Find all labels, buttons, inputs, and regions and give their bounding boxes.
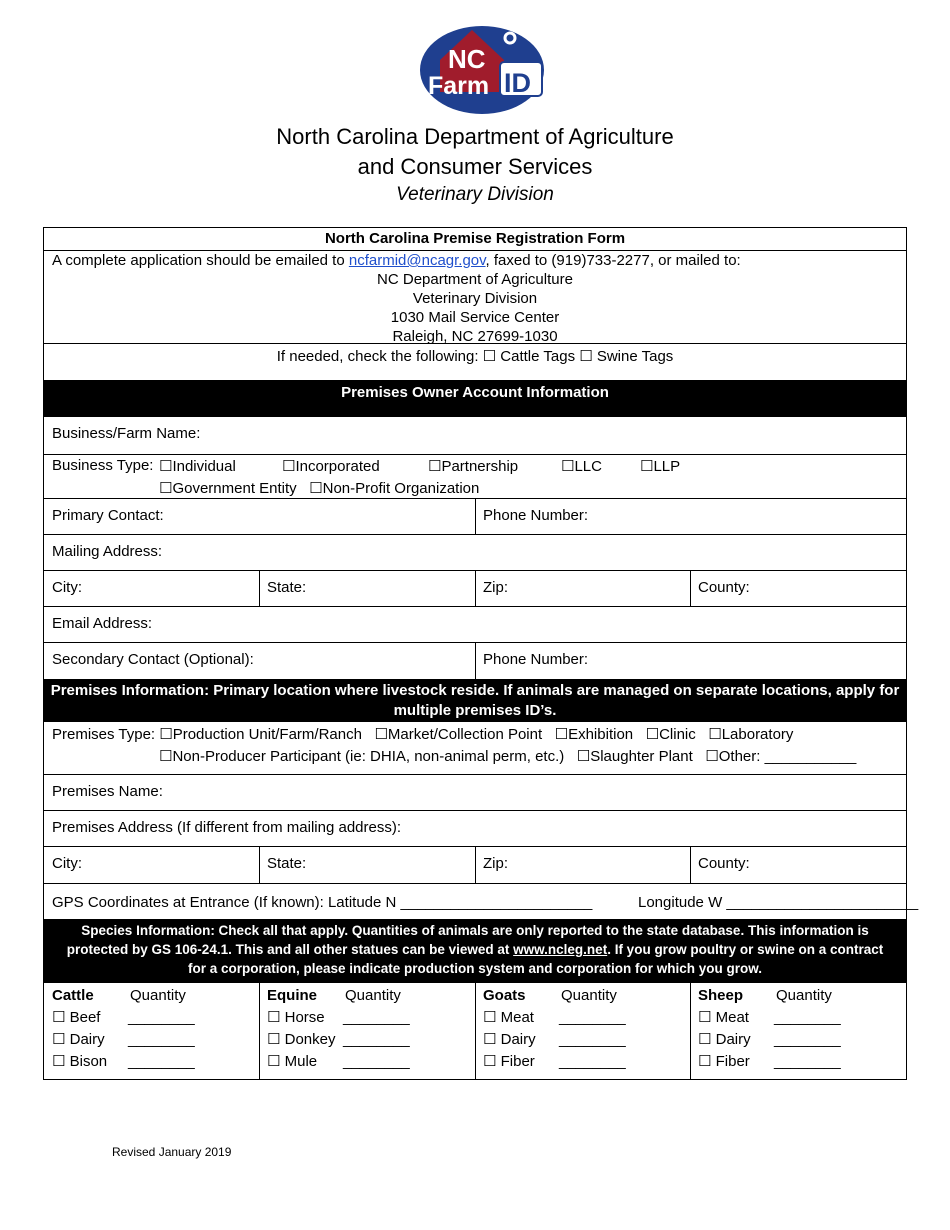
business-type-row[interactable] [44,455,906,499]
address-line: Raleigh, NC 27699-1030 [392,328,558,345]
instructions-block [44,250,906,344]
species-option[interactable]: ☐ Meat ________ [483,1009,626,1026]
species-header-line1: Species Information: Check all that apply. Quantities of animals are only reported to the state database. This information is [81,923,869,938]
checkbox-individual[interactable]: ☐Individual [159,458,236,475]
quantity-label: Quantity [130,987,186,1004]
email-row[interactable] [44,607,906,643]
state-label: State: [267,579,307,596]
species-name: Equine [267,987,318,1004]
species-option[interactable]: ☐ Horse ________ [267,1009,410,1026]
species-option[interactable]: ☐ Dairy ________ [483,1031,626,1048]
address-line: 1030 Mail Service Center [390,309,560,326]
nc-farm-id-logo [420,22,548,114]
header-department: North Carolina Department of Agriculture [276,124,674,149]
premises-city-label: City: [52,855,82,872]
premises-type-row[interactable] [44,722,906,775]
species-grid [44,983,906,1079]
quantity-label: Quantity [776,987,832,1004]
secondary-contact-label: Secondary Contact (Optional): [52,651,254,668]
city-label: City: [52,579,82,596]
form-title: North Carolina Premise Registration Form [324,230,626,247]
quantity-label: Quantity [345,987,401,1004]
email-link[interactable]: ncfarmid@ncagr.gov [348,252,486,269]
business-name-label: Business/Farm Name: [52,425,201,442]
address-line: Veterinary Division [412,290,538,307]
premises-header-line: multiple premises ID’s. [393,702,557,719]
premises-type-line1[interactable]: Premises Type: ☐Production Unit/Farm/Ranch ☐Market/Collection Point ☐Exhibition ☐Clinic ☐Laboratory [52,726,794,743]
species-header-line3: for a corporation, please indicate production system and corporation for which you grow. [187,961,763,976]
logo-text-farm: Farm [428,72,490,100]
premises-state-label: State: [267,855,307,872]
business-type-row2[interactable]: ☐Government Entity ☐Non-Profit Organization [159,480,480,497]
secondary-contact-row[interactable] [44,643,906,679]
quantity-label: Quantity [561,987,617,1004]
species-option[interactable]: ☐ Fiber ________ [483,1053,626,1070]
address-line: NC Department of Agriculture [377,271,573,288]
tags-row[interactable] [44,344,906,380]
zip-label: Zip: [483,579,509,596]
premises-county-label: County: [698,855,750,872]
species-name: Goats [483,987,526,1004]
premise-registration-form [43,227,919,1080]
premises-type-line2[interactable]: ☐Non-Producer Participant (ie: DHIA, non-animal perm, etc.) ☐Slaughter Plant ☐Other: ___________ [159,748,857,765]
species-column-cattle [44,983,259,1079]
species-option[interactable]: ☐ Mule ________ [267,1053,410,1070]
logo-text-nc: NC [448,44,486,74]
species-column-goats [475,983,690,1079]
gps-longitude[interactable]: Longitude W _______________________ [638,894,919,911]
species-section-header [44,919,906,983]
species-option[interactable]: ☐ Dairy ________ [698,1031,841,1048]
species-header-line2: protected by GS 106-24.1. This and all other statues can be viewed at www.ncleg.net. If you grow poultry or swine on a contract [66,942,884,957]
species-column-equine [259,983,475,1079]
checkbox-llp[interactable]: ☐LLP [640,458,681,475]
premises-section-header [44,679,906,722]
premises-zip-label: Zip: [483,855,509,872]
tags-checkboxes[interactable]: If needed, check the following: ☐ Cattle Tags ☐ Swine Tags [276,348,674,365]
species-option[interactable]: ☐ Beef ________ [52,1009,195,1026]
premises-address-row[interactable] [44,811,906,847]
header-division: Veterinary Division [396,184,554,205]
instructions-text-after: , faxed to (919)733-2277, or mailed to: [485,252,741,269]
owner-section-header: Premises Owner Account Information [44,380,906,417]
mailing-city-row[interactable] [44,571,906,607]
species-option[interactable]: ☐ Meat ________ [698,1009,841,1026]
species-option[interactable]: ☐ Fiber ________ [698,1053,841,1070]
gps-latitude[interactable]: GPS Coordinates at Entrance (If known): Latitude N _______________________ [52,894,593,911]
species-name: Cattle [52,987,94,1004]
premises-name-label: Premises Name: [52,783,163,800]
primary-contact-row[interactable] [44,499,906,535]
county-label: County: [698,579,750,596]
species-option[interactable]: ☐ Bison ________ [52,1053,195,1070]
instructions-text: A complete application should be emailed to [52,252,349,269]
ncleg-link[interactable]: www.ncleg.net [513,942,608,957]
premises-address-label: Premises Address (If different from mailing address): [52,819,402,836]
checkbox-partnership[interactable]: ☐Partnership [428,458,519,475]
mailing-address-row[interactable] [44,535,906,571]
gps-row[interactable] [44,884,919,919]
checkbox-incorporated[interactable]: ☐Incorporated [282,458,380,475]
header-consumer-services: and Consumer Services [357,154,593,179]
email-address-label: Email Address: [52,615,153,632]
species-column-sheep [690,983,906,1079]
premises-city-row[interactable] [44,847,906,884]
species-name: Sheep [698,987,744,1004]
business-name-row[interactable] [44,417,906,455]
premises-name-row[interactable] [44,775,906,811]
business-type-label: Business Type: [52,457,154,474]
primary-contact-label: Primary Contact: [52,507,164,524]
checkbox-llc[interactable]: ☐LLC [561,458,602,475]
revised-date: Revised January 2019 [112,1145,232,1159]
secondary-phone-label: Phone Number: [483,651,589,668]
logo-text-id: ID [504,68,531,98]
instructions-line [44,251,906,270]
premises-header-line: Premises Information: Primary location where livestock reside. If animals are managed on separate locations, apply for [50,682,900,699]
mailing-address-label: Mailing Address: [52,543,163,560]
primary-phone-label: Phone Number: [483,507,589,524]
species-option[interactable]: ☐ Donkey ________ [267,1031,410,1048]
species-option[interactable]: ☐ Dairy ________ [52,1031,195,1048]
mailing-address [44,270,906,346]
